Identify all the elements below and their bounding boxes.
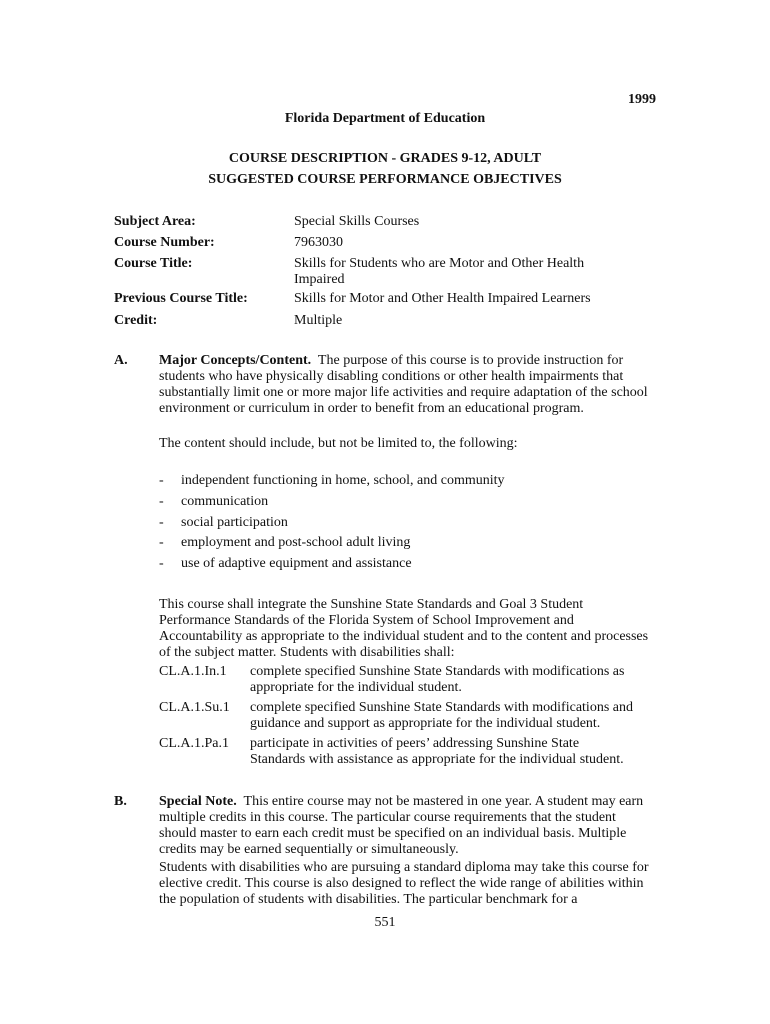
list-item-text: social participation: [181, 515, 288, 530]
bullet-dash: -: [159, 494, 164, 509]
bullet-dash: -: [159, 515, 164, 530]
list-item-text: communication: [181, 494, 269, 509]
subject-area-value: Special Skills Courses: [294, 214, 420, 229]
previous-course-title-label: Previous Course Title:: [114, 291, 248, 306]
course-title-value: Skills for Students who are Motor and Other Health Impaired: [294, 256, 585, 287]
benchmark-text: complete specified Sunshine State Standards with modifications as appropriate for the individual student.: [250, 664, 625, 695]
course-number-label: Course Number:: [114, 235, 215, 250]
credit-value: Multiple: [294, 313, 343, 328]
section-a-letter: A.: [114, 353, 128, 368]
benchmark-code: CL.A.1.In.1: [159, 664, 227, 679]
section-a-intro-text: The purpose of this course is to provide instruction for students who have physically disabling conditions or other health impairments that substantially limit one or more major life activities and require adaptation of the school environment or curriculum in order to benefit from an educational program.: [159, 353, 648, 416]
bullet-dash: -: [159, 556, 164, 571]
list-item-text: independent functioning in home, school, and community: [181, 473, 505, 488]
page-number: 551: [374, 915, 396, 930]
section-b-paragraph-1-text: This entire course may not be mastered in one year. A student may earn multiple credits in this course. The particular course requirements that the student should master to earn each credit must be specified on an individual basis. Multiple credits may be earned sequentially or simultaneously.: [159, 794, 644, 857]
benchmark-text: complete specified Sunshine State Standards with modifications and guidance and support as appropriate for the individual student.: [250, 700, 633, 731]
agency-name: Florida Department of Education: [284, 111, 486, 126]
list-item-text: use of adaptive equipment and assistance: [181, 556, 412, 571]
bullet-dash: -: [159, 535, 164, 550]
document-year: 1999: [628, 92, 656, 107]
document-title-line-1: COURSE DESCRIPTION - GRADES 9-12, ADULT: [228, 151, 542, 166]
section-a-intro: [159, 353, 659, 417]
standards-integration-text: This course shall integrate the Sunshine State Standards and Goal 3 Student Performance Standards of the Florida System of School Improvement and Accountability as appropriate to the individual student and to the content and processes of the subject matter. Students with disabilities shall:: [159, 597, 649, 660]
benchmark-code: CL.A.1.Pa.1: [159, 736, 229, 751]
section-a-heading: Major Concepts/Content.: [159, 353, 312, 368]
document-title-line-2: SUGGESTED COURSE PERFORMANCE OBJECTIVES: [208, 172, 562, 187]
section-b-heading: Special Note.: [159, 794, 237, 809]
benchmark-text: participate in activities of peers’ addressing Sunshine State Standards with assistance as appropriate for the individual student.: [250, 736, 624, 767]
course-title-label: Course Title:: [114, 256, 193, 271]
benchmark-code: CL.A.1.Su.1: [159, 700, 230, 715]
section-b-letter: B.: [114, 794, 127, 809]
content-intro: The content should include, but not be limited to, the following:: [159, 436, 518, 451]
section-b-paragraph-2: Students with disabilities who are pursuing a standard diploma may take this course for elective credit. This course is also designed to reflect the wide range of abilities within the population of students with disabilities. The particular benchmark for a: [159, 860, 649, 907]
course-number-value: 7963030: [294, 235, 343, 250]
section-b-paragraph-1: [159, 794, 649, 858]
subject-area-label: Subject Area:: [114, 214, 196, 229]
credit-label: Credit:: [114, 313, 158, 328]
bullet-dash: -: [159, 473, 164, 488]
previous-course-title-value: Skills for Motor and Other Health Impaired Learners: [294, 291, 591, 306]
list-item-text: employment and post-school adult living: [181, 535, 411, 550]
